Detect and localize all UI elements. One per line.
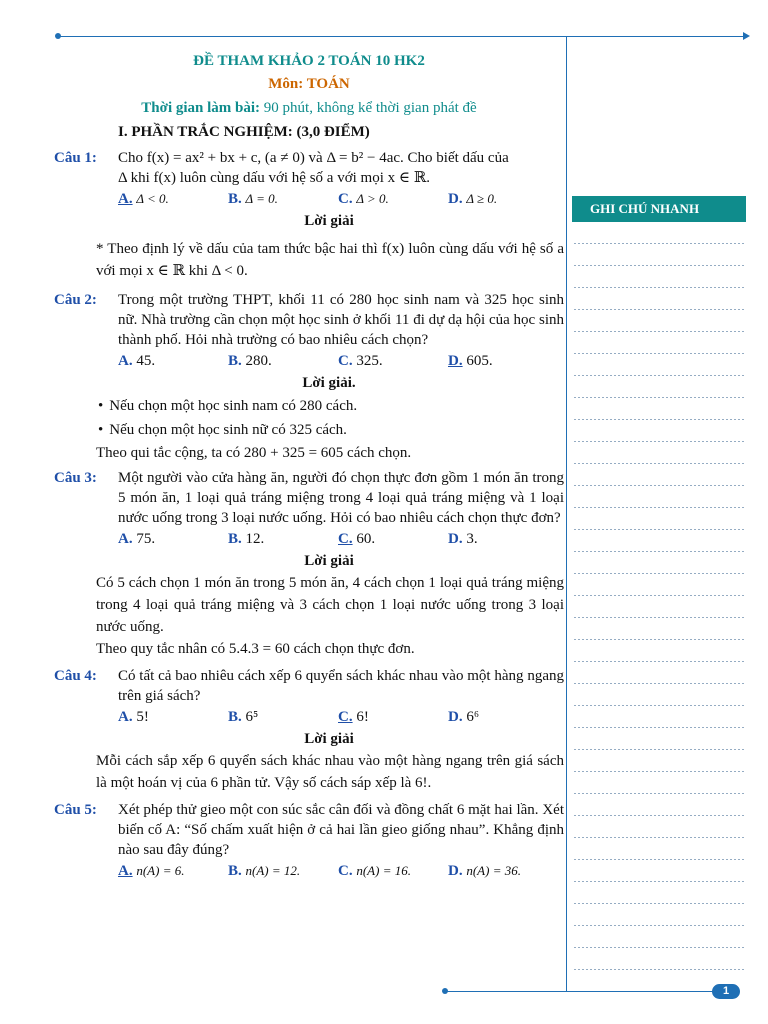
arrow-right-icon bbox=[743, 32, 750, 40]
option-c[interactable]: C. 325. bbox=[338, 353, 383, 369]
question-text: Xét phép thử gieo một con súc sắc cân đối và đồng chất 6 mặt hai lần. Xét biến cố A: “Số chấm xuất hiện ở cả hai lần gieo giống nhau”. Khẳng định nào sau đây đúng? bbox=[118, 802, 564, 858]
solution-bullet: • Nếu chọn một học sinh nam có 280 cách. bbox=[54, 394, 564, 418]
question-text: Có tất cả bao nhiêu cách xếp 6 quyển sách khác nhau vào một hàng ngang trên giá sách? bbox=[118, 668, 564, 704]
option-a[interactable]: A. n(A) = 6. bbox=[118, 863, 185, 879]
exam-subject: Môn: TOÁN bbox=[268, 76, 350, 92]
option-a[interactable]: A. 45. bbox=[118, 353, 156, 369]
margin-divider bbox=[566, 36, 567, 991]
solution-title: Lời giải. bbox=[302, 375, 356, 391]
notes-title: GHI CHÚ NHANH bbox=[572, 196, 746, 222]
options-3 bbox=[54, 528, 564, 550]
solution-title: Lời giải bbox=[304, 731, 354, 747]
option-a[interactable]: A. 5! bbox=[118, 709, 149, 725]
question-5 bbox=[54, 800, 564, 860]
options-2 bbox=[54, 350, 564, 372]
time-label: Thời gian làm bài: bbox=[141, 100, 261, 116]
question-text: Trong một trường THPT, khối 11 có 280 học sinh nam và 325 học sinh nữ. Nhà trường cần chọn một học sinh ở khối 11 đi dự dạ hội của học sinh thành phố. Hỏi nhà trường có bao nhiêu cách chọn? bbox=[118, 292, 564, 348]
section-heading: I. PHẦN TRẮC NGHIỆM: (3,0 ĐIỂM) bbox=[118, 124, 370, 140]
option-b[interactable]: B. 280. bbox=[228, 353, 272, 369]
option-b[interactable]: B. 12. bbox=[228, 531, 265, 547]
question-4 bbox=[54, 666, 564, 706]
question-label: Câu 5: bbox=[54, 802, 97, 818]
option-b[interactable]: B. n(A) = 12. bbox=[228, 863, 301, 879]
option-a[interactable]: A. 75. bbox=[118, 531, 156, 547]
question-text: Một người vào cửa hàng ăn, người đó chọn thực đơn gồm 1 món ăn trong 5 món ăn, 1 loại quả tráng miệng trong 4 loại quả tráng miệng và 1 loại nước uống trong 3 loại nước uống. Hỏi có bao nhiêu cách chọn thực đơn? bbox=[118, 470, 564, 526]
notes-lines bbox=[572, 222, 746, 982]
solution-text: Mỗi cách sắp xếp 6 quyển sách khác nhau vào một hàng ngang trên giá sách là một hoán vị của 6 phần tử. Vậy số cách sáp xếp là 6!. bbox=[96, 753, 564, 791]
option-c[interactable]: C. 6! bbox=[338, 709, 369, 725]
question-text: Cho f(x) = ax² + bx + c, (a ≠ 0) và Δ = b² − 4ac. Cho biết dấu của bbox=[118, 150, 509, 166]
solution-text: * Theo định lý về dấu của tam thức bậc hai thì f(x) luôn cùng dấu với hệ số a với mọi x ∈ ℝ khi Δ < 0. bbox=[96, 241, 564, 279]
top-rule bbox=[58, 36, 748, 37]
option-b[interactable]: B. 6⁵ bbox=[228, 709, 259, 725]
question-1 bbox=[54, 148, 564, 188]
option-d[interactable]: D. 3. bbox=[448, 531, 478, 547]
option-d[interactable]: D. n(A) = 36. bbox=[448, 863, 521, 879]
question-label: Câu 4: bbox=[54, 668, 97, 684]
question-2 bbox=[54, 290, 564, 350]
solution-title: Lời giải bbox=[304, 553, 354, 569]
option-b[interactable]: B. Δ = 0. bbox=[228, 191, 278, 207]
question-label: Câu 2: bbox=[54, 292, 97, 308]
time-value: 90 phút, không kể thời gian phát đề bbox=[260, 100, 477, 116]
solution-text: Có 5 cách chọn 1 món ăn trong 5 món ăn, 4 cách chọn 1 loại quả tráng miệng trong 4 loại quả tráng miệng và 3 cách chọn 1 loại nước uống trong 3 loại nước uống. bbox=[96, 575, 564, 635]
solution-text: Theo qui tắc cộng, ta có 280 + 325 = 605 cách chọn. bbox=[96, 445, 412, 461]
rule-dot bbox=[55, 33, 61, 39]
exam-title: ĐỀ THAM KHẢO 2 TOÁN 10 HK2 bbox=[193, 53, 425, 69]
question-label: Câu 3: bbox=[54, 470, 97, 486]
rule-dot bbox=[442, 988, 448, 994]
solution-text: Theo quy tắc nhân có 5.4.3 = 60 cách chọn thực đơn. bbox=[96, 641, 415, 657]
option-d[interactable]: D. 605. bbox=[448, 353, 493, 369]
question-label: Câu 1: bbox=[54, 150, 97, 166]
option-c[interactable]: C. n(A) = 16. bbox=[338, 863, 411, 879]
options-4 bbox=[54, 706, 564, 728]
solution-bullet: • Nếu chọn một học sinh nữ có 325 cách. bbox=[54, 418, 564, 442]
exam-time bbox=[54, 96, 564, 120]
exam-content bbox=[54, 50, 564, 882]
option-d[interactable]: D. 6⁶ bbox=[448, 709, 480, 725]
page-number: 1 bbox=[712, 984, 740, 999]
options-1 bbox=[54, 188, 564, 210]
option-c[interactable]: C. Δ > 0. bbox=[338, 191, 389, 207]
option-a[interactable]: A. Δ < 0. bbox=[118, 191, 169, 207]
option-c[interactable]: C. 60. bbox=[338, 531, 376, 547]
question-3 bbox=[54, 468, 564, 528]
options-5 bbox=[54, 860, 564, 882]
question-text: Δ khi f(x) luôn cùng dấu với hệ số a với mọi x ∈ ℝ. bbox=[118, 170, 430, 186]
solution-title: Lời giải bbox=[304, 213, 354, 229]
bottom-rule bbox=[445, 991, 715, 992]
option-d[interactable]: D. Δ ≥ 0. bbox=[448, 191, 498, 207]
